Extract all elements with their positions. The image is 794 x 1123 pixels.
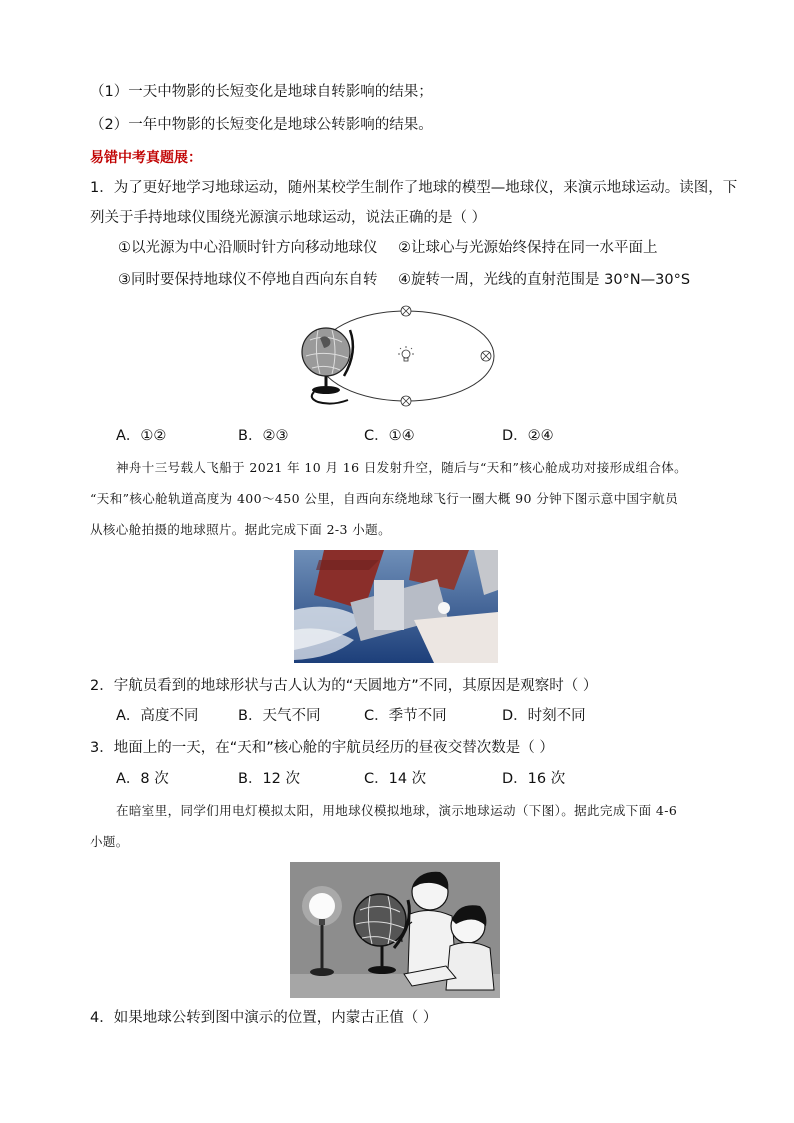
q3-choice-c[interactable]: C．14 次 <box>364 771 427 787</box>
space-station-photo <box>294 550 498 663</box>
q1-statement-2: ②让球心与光源始终保持在同一水平面上 <box>398 240 658 256</box>
orbit-globe-right <box>481 351 491 361</box>
passage1-line2: “天和”核心舱轨道高度为 400～450 公里，自西向东绕地球飞行一圈大概 90 分钟下图示意中国宇航员 <box>90 491 679 506</box>
q1-choice-a[interactable]: A．①② <box>116 428 167 444</box>
globe-model-icon <box>302 328 353 404</box>
q1-statement-3: ③同时要保持地球仪不停地自西向东自转 <box>118 272 378 288</box>
orbit-globe-top <box>401 306 411 316</box>
section-heading: 易错中考真题展： <box>90 150 202 166</box>
q2-stem: 2．宇航员看到的地球形状与古人认为的“天圆地方”不同，其原因是观察时（ ） <box>90 678 598 694</box>
q4-stem: 4．如果地球公转到图中演示的位置，内蒙古正值（ ） <box>90 1010 438 1026</box>
orbit-figure <box>296 300 506 412</box>
q3-choice-a[interactable]: A．8 次 <box>116 771 169 787</box>
passage1-line1: 神舟十三号载人飞船于 2021 年 10 月 16 日发射升空，随后与“天和”核心舱成功对接形成组合体。 <box>116 460 688 475</box>
q2-choice-b[interactable]: B．天气不同 <box>238 708 321 724</box>
q1-stem-line2: 列关于手持地球仪围绕光源演示地球运动，说法正确的是（ ） <box>90 210 487 226</box>
q1-choice-b[interactable]: B．②③ <box>238 428 289 444</box>
note-2: （2）一年中物影的长短变化是地球公转影响的结果。 <box>90 117 433 133</box>
q2-choice-a[interactable]: A．高度不同 <box>116 708 199 724</box>
q3-choice-b[interactable]: B．12 次 <box>238 771 301 787</box>
q3-choice-d[interactable]: D．16 次 <box>502 771 566 787</box>
q1-choice-c[interactable]: C．①④ <box>364 428 415 444</box>
q2-choice-c[interactable]: C．季节不同 <box>364 708 447 724</box>
q3-stem: 3．地面上的一天，在“天和”核心舱的宇航员经历的昼夜交替次数是（ ） <box>90 740 554 756</box>
orbit-globe-bottom <box>401 396 411 406</box>
students-globe-figure <box>290 862 500 998</box>
passage2-line1: 在暗室里，同学们用电灯模拟太阳，用地球仪模拟地球，演示地球运动（下图）。据此完成下面 4-6 <box>116 803 678 818</box>
q1-statement-4: ④旋转一周，光线的直射范围是 30°N—30°S <box>398 272 691 288</box>
q2-choice-d[interactable]: D．时刻不同 <box>502 708 586 724</box>
passage1-line3: 从核心舱拍摄的地球照片。据此完成下面 2-3 小题。 <box>90 522 391 537</box>
passage2-line2: 小题。 <box>90 834 129 849</box>
note-1: （1）一天中物影的长短变化是地球自转影响的结果； <box>90 84 433 100</box>
light-source-icon <box>398 346 414 361</box>
q1-stem-line1: 1．为了更好地学习地球运动，随州某校学生制作了地球的模型—地球仪，来演示地球运动。读图，下 <box>90 180 738 196</box>
q1-choice-d[interactable]: D．②④ <box>502 428 554 444</box>
q1-statement-1: ①以光源为中心沿顺时针方向移动地球仪 <box>118 240 378 256</box>
